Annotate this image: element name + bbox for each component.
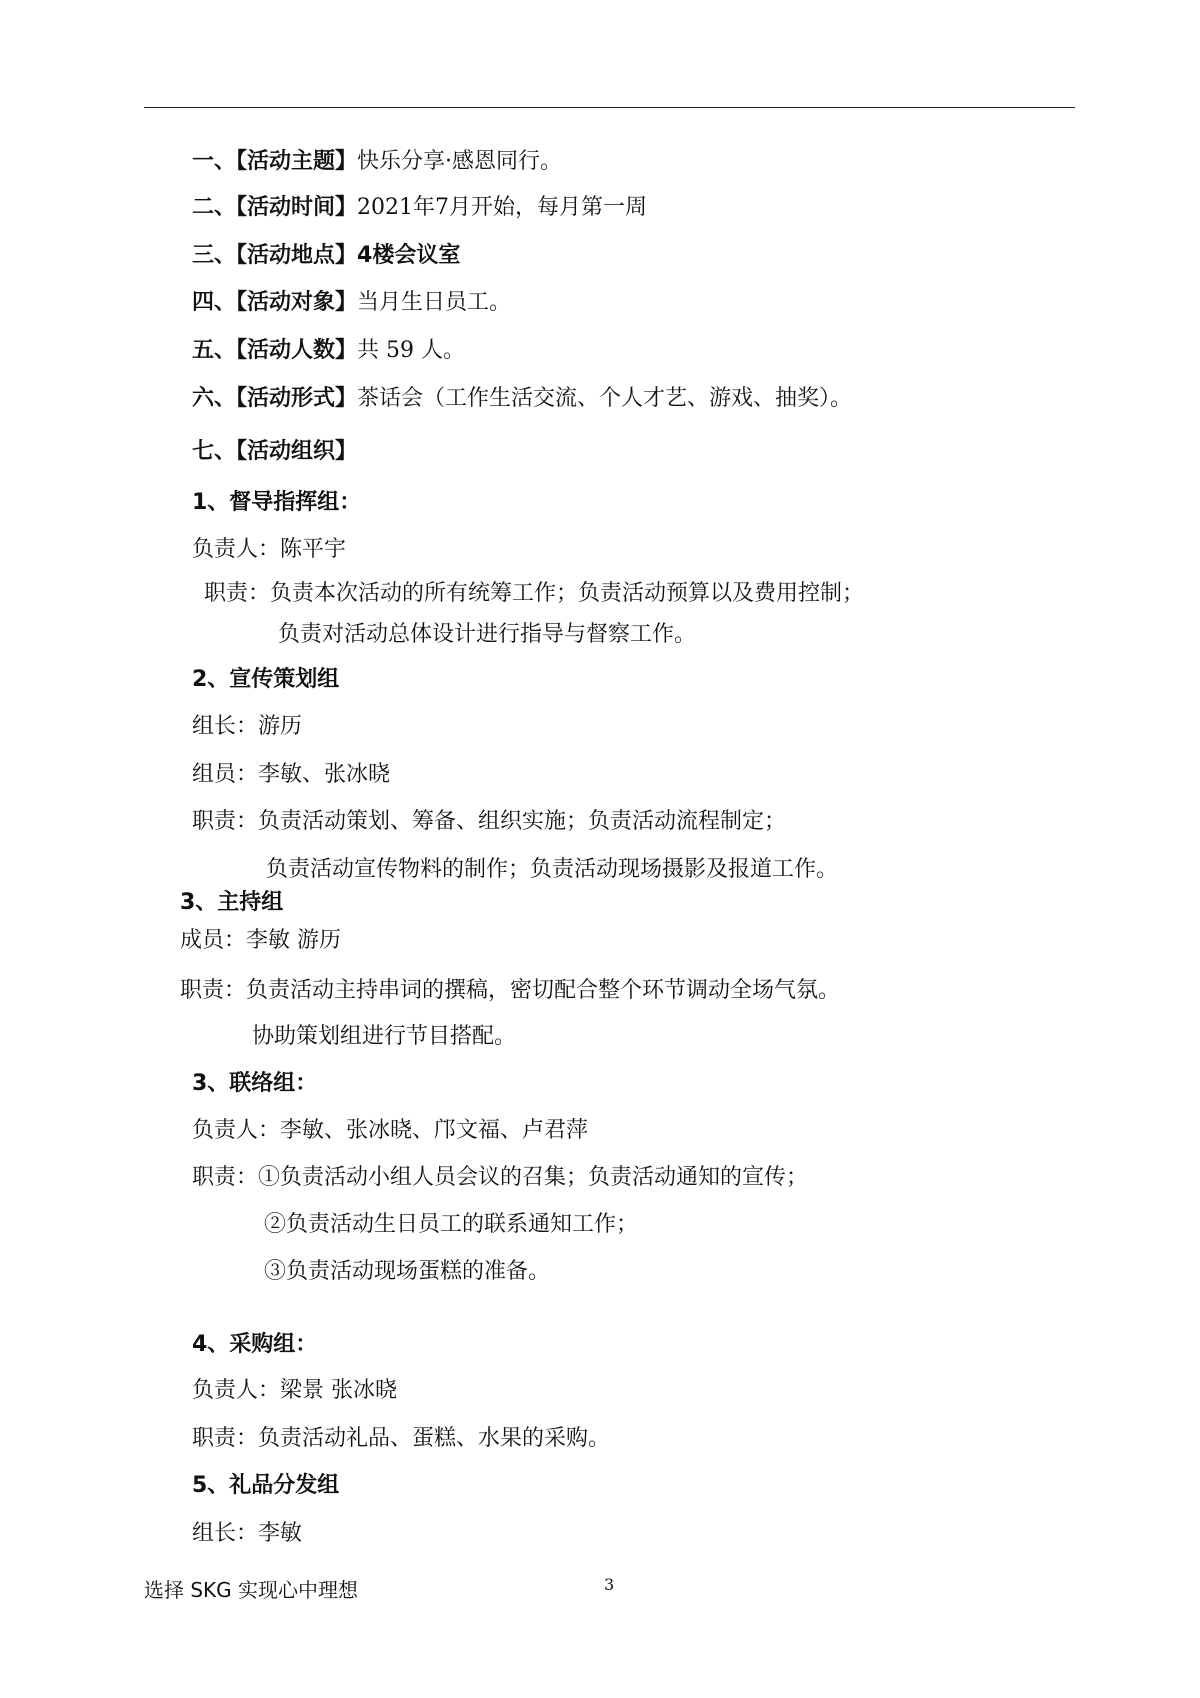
section-label: 七、【活动组织】: [192, 439, 358, 464]
liaison-duty-2: ②负责活动生日员工的联系通知工作；: [264, 1212, 639, 1237]
section-location: [192, 241, 460, 271]
section-time: [192, 193, 647, 223]
group-title-gifts: 5、礼品分发组: [192, 1473, 340, 1498]
group-title-publicity: 2、宣传策划组: [192, 667, 340, 692]
liaison-leader: 负责人：李敏、张冰晓、邝文福、卢君萍: [192, 1118, 589, 1143]
supervision-duty-1: 职责：负责本次活动的所有统筹工作；负责活动预算以及费用控制；: [204, 581, 865, 606]
publicity-members: 组员：李敏、张冰晓: [192, 762, 391, 787]
section-label: 六、【活动形式】: [192, 386, 358, 411]
group-title-host: 3、主持组: [180, 890, 284, 915]
publicity-duty-2: 负责活动宣传物料的制作；负责活动现场摄影及报道工作。: [266, 857, 839, 882]
section-value: 当月生日员工。: [357, 290, 512, 315]
footer-slogan: 选择 SKG 实现心中理想: [144, 1578, 359, 1602]
section-label: 三、【活动地点】: [192, 243, 358, 268]
section-label: 一、【活动主题】: [192, 149, 358, 174]
section-headcount: [192, 336, 465, 366]
section-theme: [192, 147, 562, 177]
section-label: 四、【活动对象】: [192, 290, 358, 315]
publicity-duty-1: 职责：负责活动策划、筹备、组织实施；负责活动流程制定；: [192, 809, 787, 834]
section-audience: [192, 288, 511, 318]
section-label: 二、【活动时间】: [192, 195, 358, 220]
section-label: 五、【活动人数】: [192, 338, 358, 363]
publicity-leader: 组长：游历: [192, 714, 303, 739]
purchasing-duty-1: 职责：负责活动礼品、蛋糕、水果的采购。: [192, 1426, 611, 1451]
section-value: 茶话会（工作生活交流、个人才艺、游戏、抽奖）。: [357, 386, 853, 411]
page-number: 3: [604, 1575, 615, 1594]
section-value: 共 59 人。: [357, 338, 465, 363]
supervision-duty-2: 负责对活动总体设计进行指导与督察工作。: [278, 622, 697, 647]
section-value: 快乐分享·感恩同行。: [357, 149, 563, 174]
header-rule: [144, 107, 1075, 108]
group-title-liaison: 3、联络组：: [192, 1071, 318, 1096]
host-duty-2: 协助策划组进行节目搭配。: [252, 1024, 517, 1049]
section-organization: [192, 437, 357, 467]
section-format: [192, 384, 852, 414]
section-value: 2021年7月开始，每月第一周: [357, 195, 648, 220]
gifts-leader: 组长：李敏: [192, 1521, 303, 1546]
liaison-duty-3: ③负责活动现场蛋糕的准备。: [264, 1259, 551, 1284]
host-duty-1: 职责：负责活动主持串词的撰稿，密切配合整个环节调动全场气氛。: [180, 978, 841, 1003]
purchasing-leader: 负责人：梁景 张冰晓: [192, 1378, 397, 1403]
liaison-duty-1: 职责：①负责活动小组人员会议的召集；负责活动通知的宣传；: [192, 1165, 809, 1190]
group-title-purchasing: 4、采购组：: [192, 1332, 318, 1357]
supervision-leader: 负责人：陈平宇: [192, 537, 347, 562]
section-value: 4楼会议室: [357, 243, 461, 268]
host-members: 成员：李敏 游历: [180, 928, 341, 953]
group-title-supervision: 1、督导指挥组：: [192, 490, 362, 515]
